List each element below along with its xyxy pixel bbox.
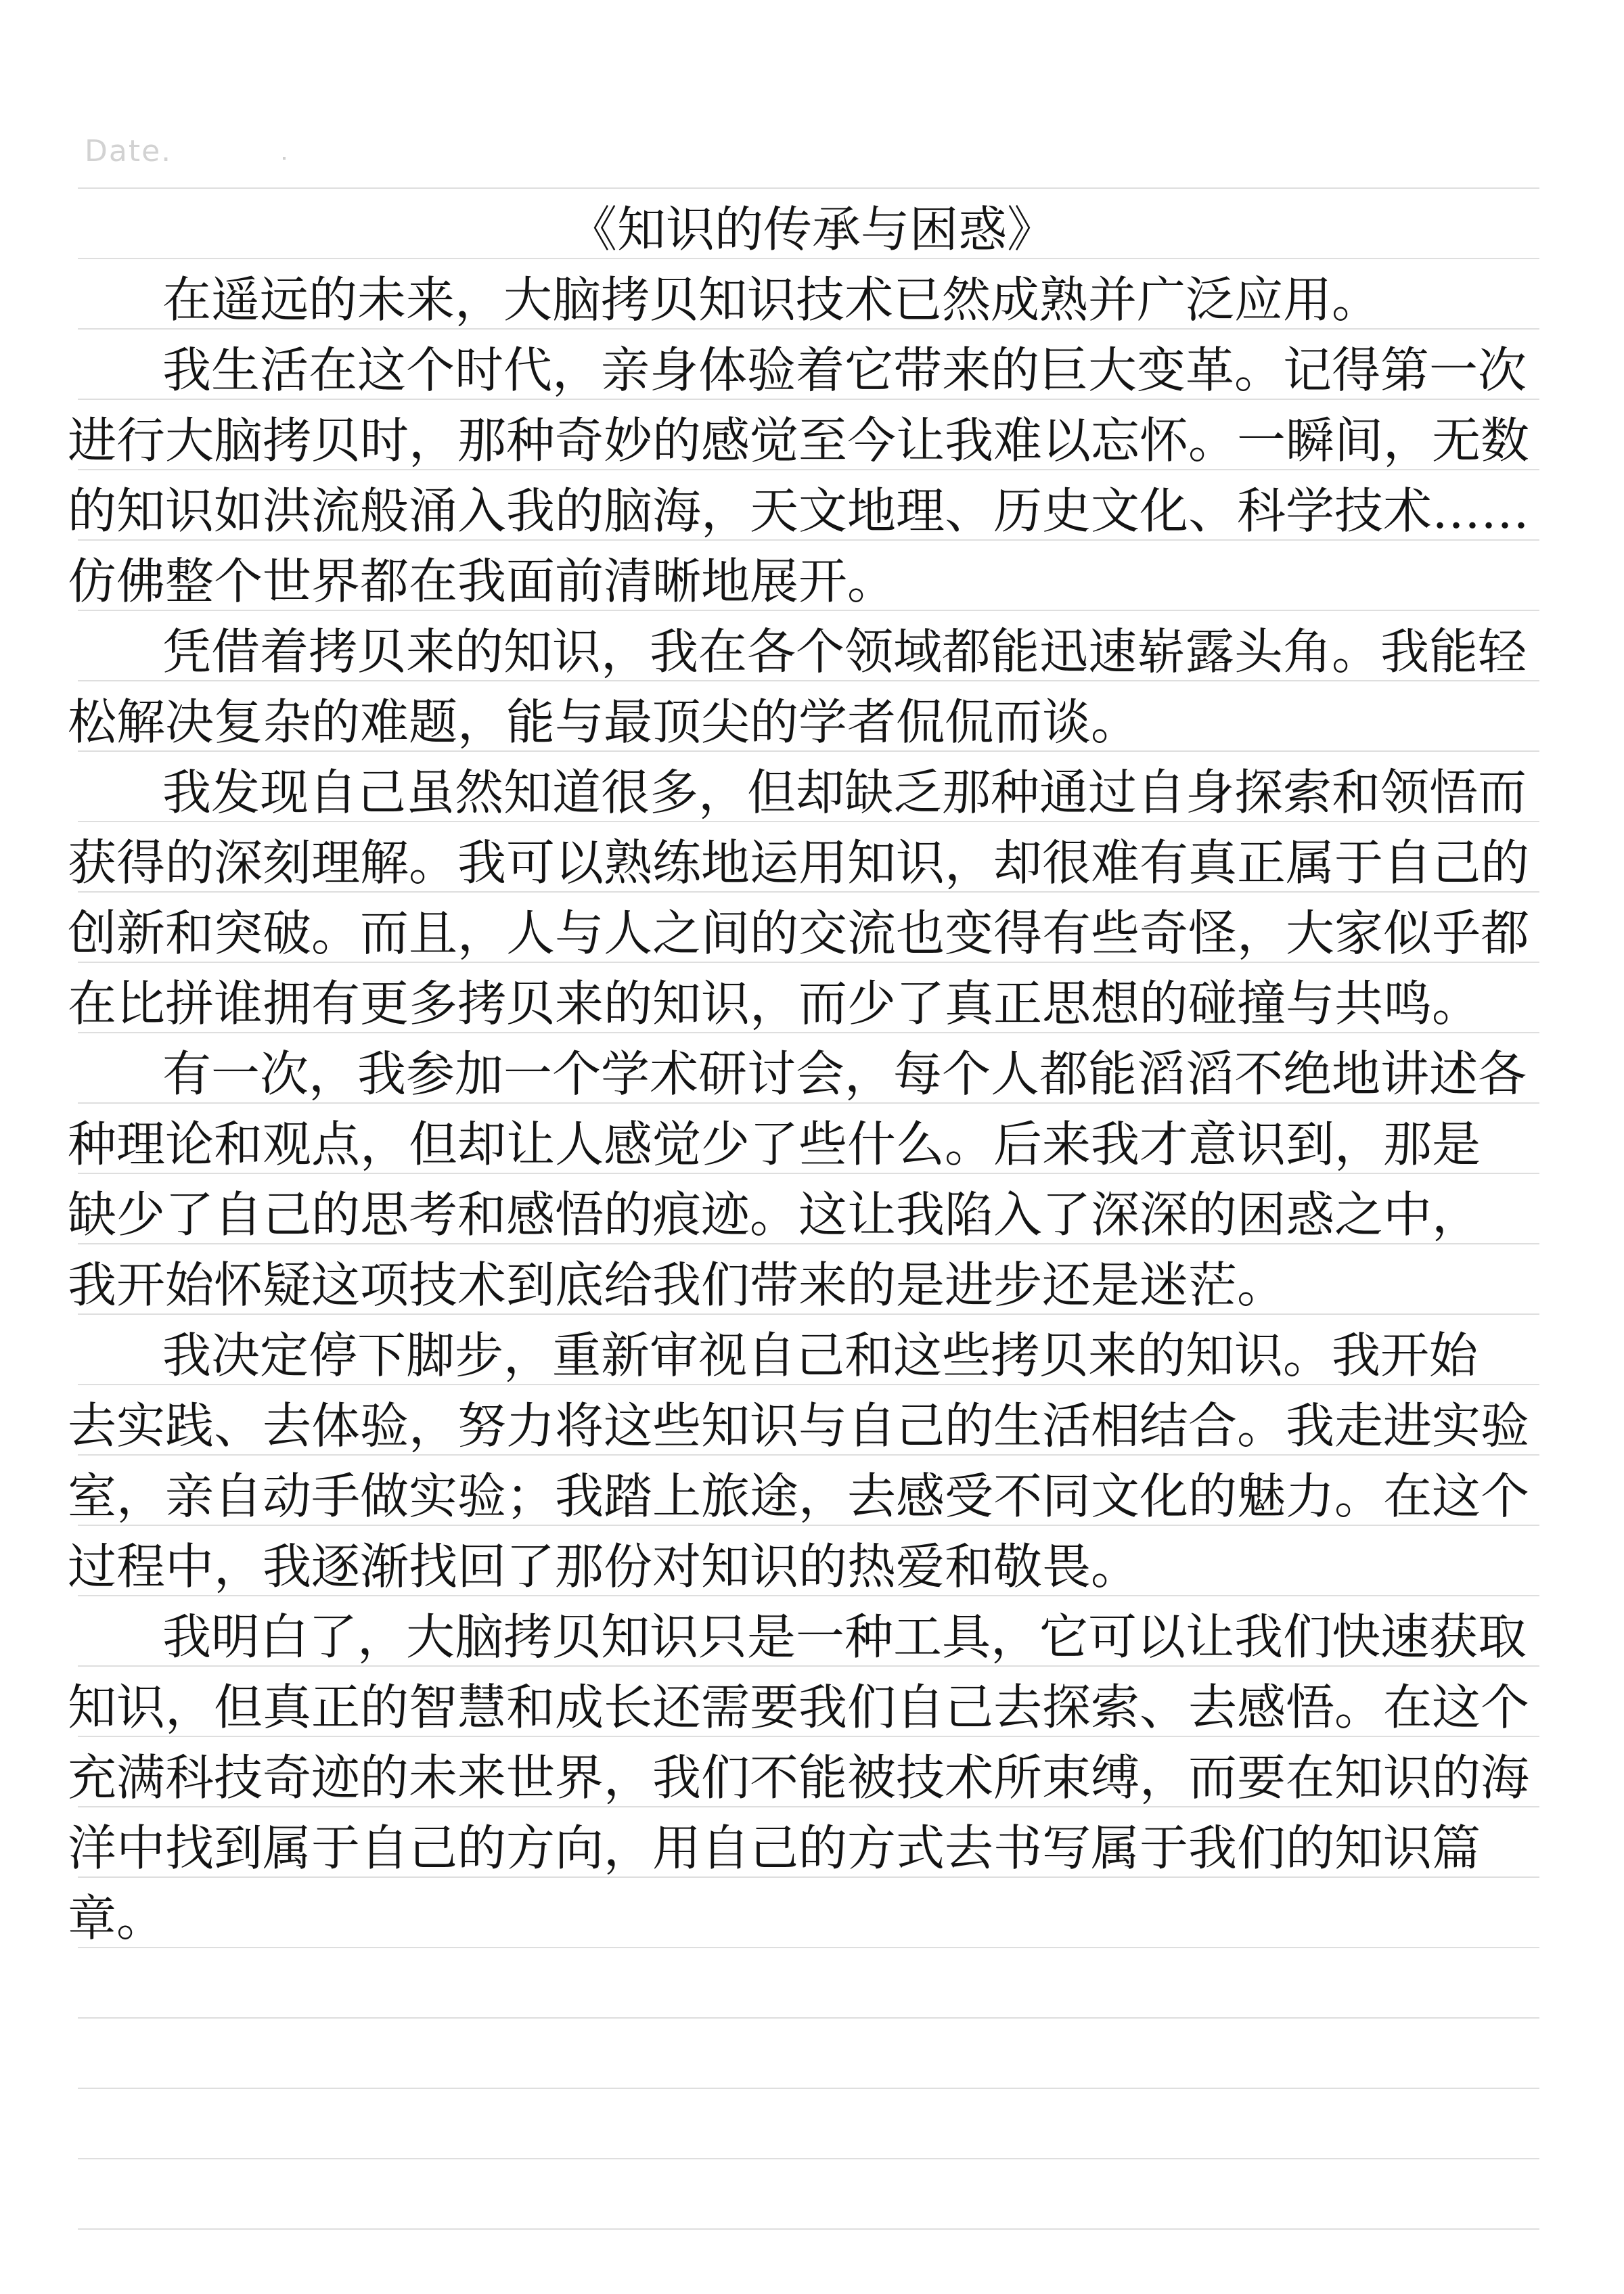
date-divider-mark [283, 157, 286, 160]
essay-line: 在遥远的未来，大脑拷贝知识技术已然成熟并广泛应用。 [162, 271, 1381, 328]
essay-line: 仿佛整个世界都在我面前清晰地展开。 [68, 553, 897, 610]
rule-line [78, 2088, 1539, 2089]
rule-line [78, 2228, 1539, 2230]
essay-line: 松解决复杂的难题，能与最顶尖的学者侃侃而谈。 [68, 694, 1140, 750]
essay-line: 有一次，我参加一个学术研讨会，每个人都能滔滔不绝地讲述各 [162, 1045, 1527, 1102]
essay-line: 凭借着拷贝来的知识，我在各个领域都能迅速崭露头角。我能轻 [162, 623, 1527, 680]
essay-line: 去实践、去体验，努力将这些知识与自己的生活相结合。我走进实验 [68, 1397, 1530, 1454]
essay-line: 我决定停下脚步，重新审视自己和这些拷贝来的知识。我开始 [162, 1327, 1479, 1384]
rule-line [78, 187, 1539, 189]
essay-line: 室，亲自动手做实验；我踏上旅途，去感受不同文化的魅力。在这个 [68, 1468, 1530, 1525]
essay-line: 过程中，我逐渐找回了那份对知识的热爱和敬畏。 [68, 1538, 1140, 1595]
rule-line [78, 2158, 1539, 2159]
date-label: Date. [85, 134, 173, 168]
essay-line: 在比拼谁拥有更多拷贝来的知识，而少了真正思想的碰撞与共鸣。 [68, 975, 1481, 1032]
essay-line: 的知识如洪流般涌入我的脑海，天文地理、历史文化、科学技术…… [68, 482, 1530, 539]
essay-line: 我生活在这个时代，亲身体验着它带来的巨大变革。记得第一次 [162, 342, 1527, 399]
essay-line: 种理论和观点，但却让人感觉少了些什么。后来我才意识到，那是 [68, 1116, 1481, 1173]
essay-line: 缺少了自己的思考和感悟的痕迹。这让我陷入了深深的困惑之中， [68, 1186, 1481, 1243]
essay-line: 我开始怀疑这项技术到底给我们带来的是进步还是迷茫。 [68, 1257, 1286, 1313]
essay-line: 进行大脑拷贝时，那种奇妙的感觉至今让我难以忘怀。一瞬间，无数 [68, 412, 1530, 469]
essay-line: 洋中找到属于自己的方向，用自己的方式去书写属于我们的知识篇 [68, 1820, 1481, 1876]
essay-line: 章。 [68, 1890, 166, 1947]
essay-line: 充满科技奇迹的未来世界，我们不能被技术所束缚，而要在知识的海 [68, 1749, 1530, 1806]
essay-line: 获得的深刻理解。我可以熟练地运用知识，却很难有真正属于自己的 [68, 834, 1530, 891]
rule-line [78, 2017, 1539, 2019]
essay-line: 创新和突破。而且，人与人之间的交流也变得有些奇怪，大家似乎都 [68, 905, 1530, 962]
essay-line: 我明白了，大脑拷贝知识只是一种工具，它可以让我们快速获取 [162, 1609, 1527, 1665]
essay-line: 我发现自己虽然知道很多，但却缺乏那种通过自身探索和领悟而 [162, 764, 1527, 821]
essay-title: 《知识的传承与困惑》 [568, 201, 1056, 258]
essay-line: 知识，但真正的智慧和成长还需要我们自己去探索、去感悟。在这个 [68, 1679, 1530, 1736]
essay-body [68, 194, 1543, 1954]
